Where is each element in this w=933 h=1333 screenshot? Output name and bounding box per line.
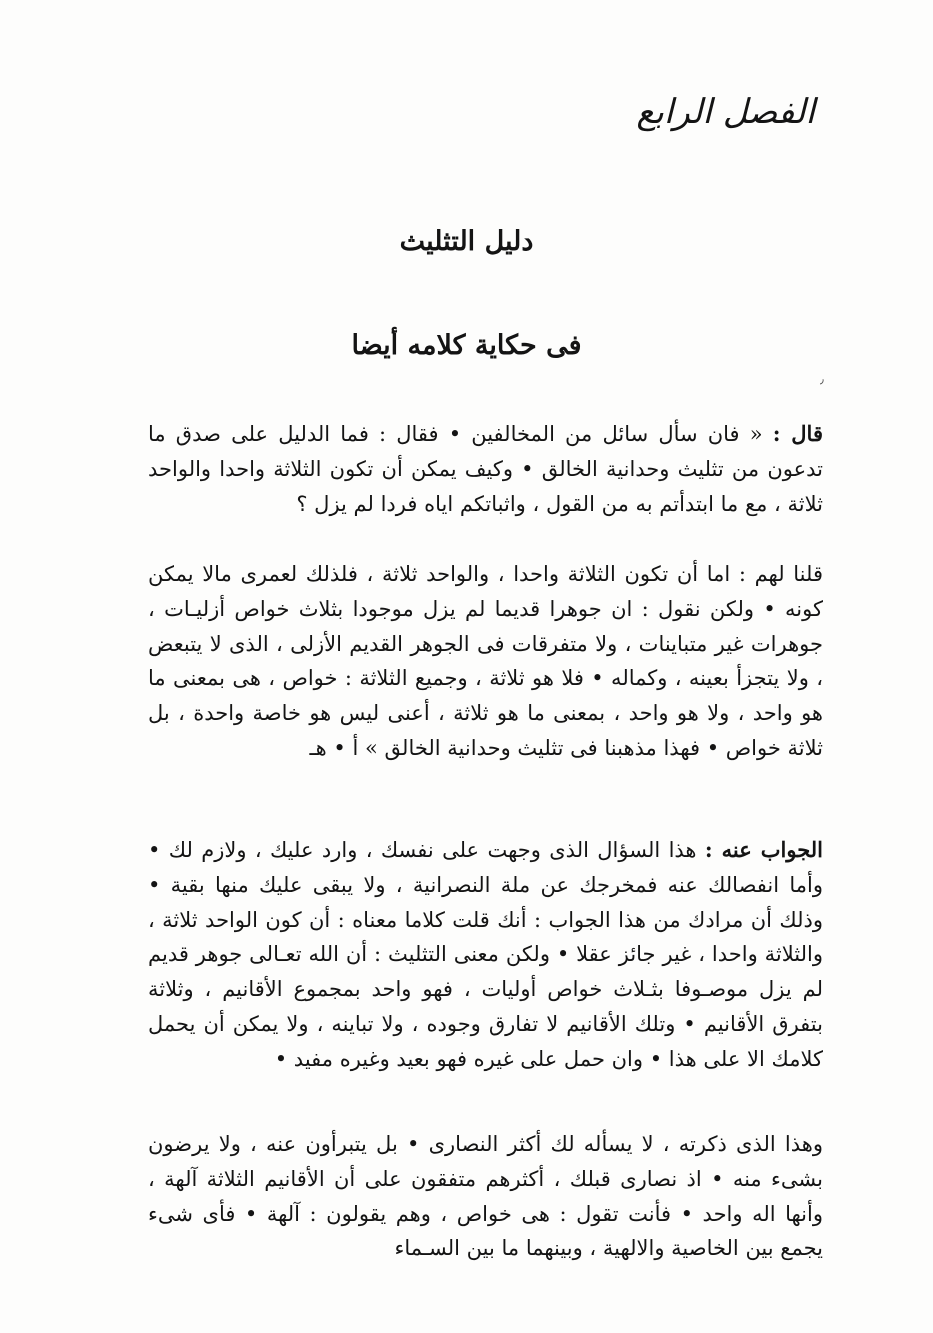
paragraph-lead-said: قال : bbox=[772, 421, 823, 446]
paragraph-text: « فان سأل سائل من المخالفين • فقال : فما الدليل على صدق ما تدعون من تثليث وحدانية الخالق • وكيف يمكن أن تكون الثلاثة واحدا والواحد ثلاثة ، مع ما ابتدأتم به من القول ، واثباتكم اياه فردا لم يزل ؟ bbox=[148, 422, 823, 516]
section-title: دليل التثليث bbox=[399, 226, 534, 257]
paragraph-response bbox=[148, 833, 823, 1077]
paragraph-answer-quote bbox=[148, 557, 823, 766]
stray-mark: ٫ bbox=[820, 372, 824, 386]
paragraph-text: وهذا الذى ذكرته ، لا يسأله لك أكثر النصارى • بل يتبرأون عنه ، ولا يرضون بشىء منه • اذ نصارى قبلك ، أكثرهم متفقون على أن الأقانيم الثلاثة آلهة ، وأنها اله واحد • فأنت تقول : هى خواص ، وهم يقولون : آلهة • فأى شىء يجمع بين الخاصية والالهية ، وبينهما ما بين السـماء bbox=[148, 1132, 823, 1261]
paragraph-text: هذا السؤال الذى وجهت على نفسك ، وارد عليك ، ولازم لك • وأما انفصالك عنه فمخرجك عن ملة النصرانية ، ولا يبقى عليك منها بقية • وذلك أن مرادك من هذا الجواب : أنك قلت كلاما معناه : أن كون الواحد ثلاثة ، والثلاثة واحدا ، غير جائز عقلا • ولكن معنى التثليث : أن الله تعـالى جوهر قديم لم يزل موصـوفا بثـلاث خواص أوليات ، فهو واحد بمجموع الأقانيم ، وثلاثة بتفرق الأقانيم • وتلك الأقانيم لا تفارق وجوده ، ولا تباينه ، ولا يمكن أن يحمل كلامك الا على هذا • وان حمل على غيره فهو بعيد وغيره مفيد • bbox=[148, 838, 823, 1071]
chapter-heading: الفصل الرابع bbox=[636, 92, 815, 132]
paragraph-text: قلنا لهم : اما أن تكون الثلاثة واحدا ، والواحد ثلاثة ، فلذلك لعمرى مالا يمكن كونه • ولكن نقول : ان جوهرا قديما لم يزل موجودا بثلاث خواص أزليـات ، جوهرات غير متباينات ، ولا متفرقات فى الجوهر القديم الأزلى ، الذى لا يتبعض ، ولا يتجزأ بعينه ، وكماله • فلا هو ثلاثة ، وجميع الثلاثة : خواص ، هى بمعنى ما هو واحد ، ولا هو واحد ، بمعنى ما هو ثلاثة ، أعنى ليس هو خاصة واحدة ، بل ثلاثة خواص • فهذا مذهبنا فى تثليث وحدانية الخالق » أ • هـ bbox=[148, 562, 823, 760]
paragraph-lead-response: الجواب عنه : bbox=[704, 837, 823, 862]
section-subtitle: فى حكاية كلامه أيضا bbox=[351, 330, 582, 361]
paragraph-continuation bbox=[148, 1127, 823, 1266]
paragraph-question bbox=[148, 417, 823, 521]
